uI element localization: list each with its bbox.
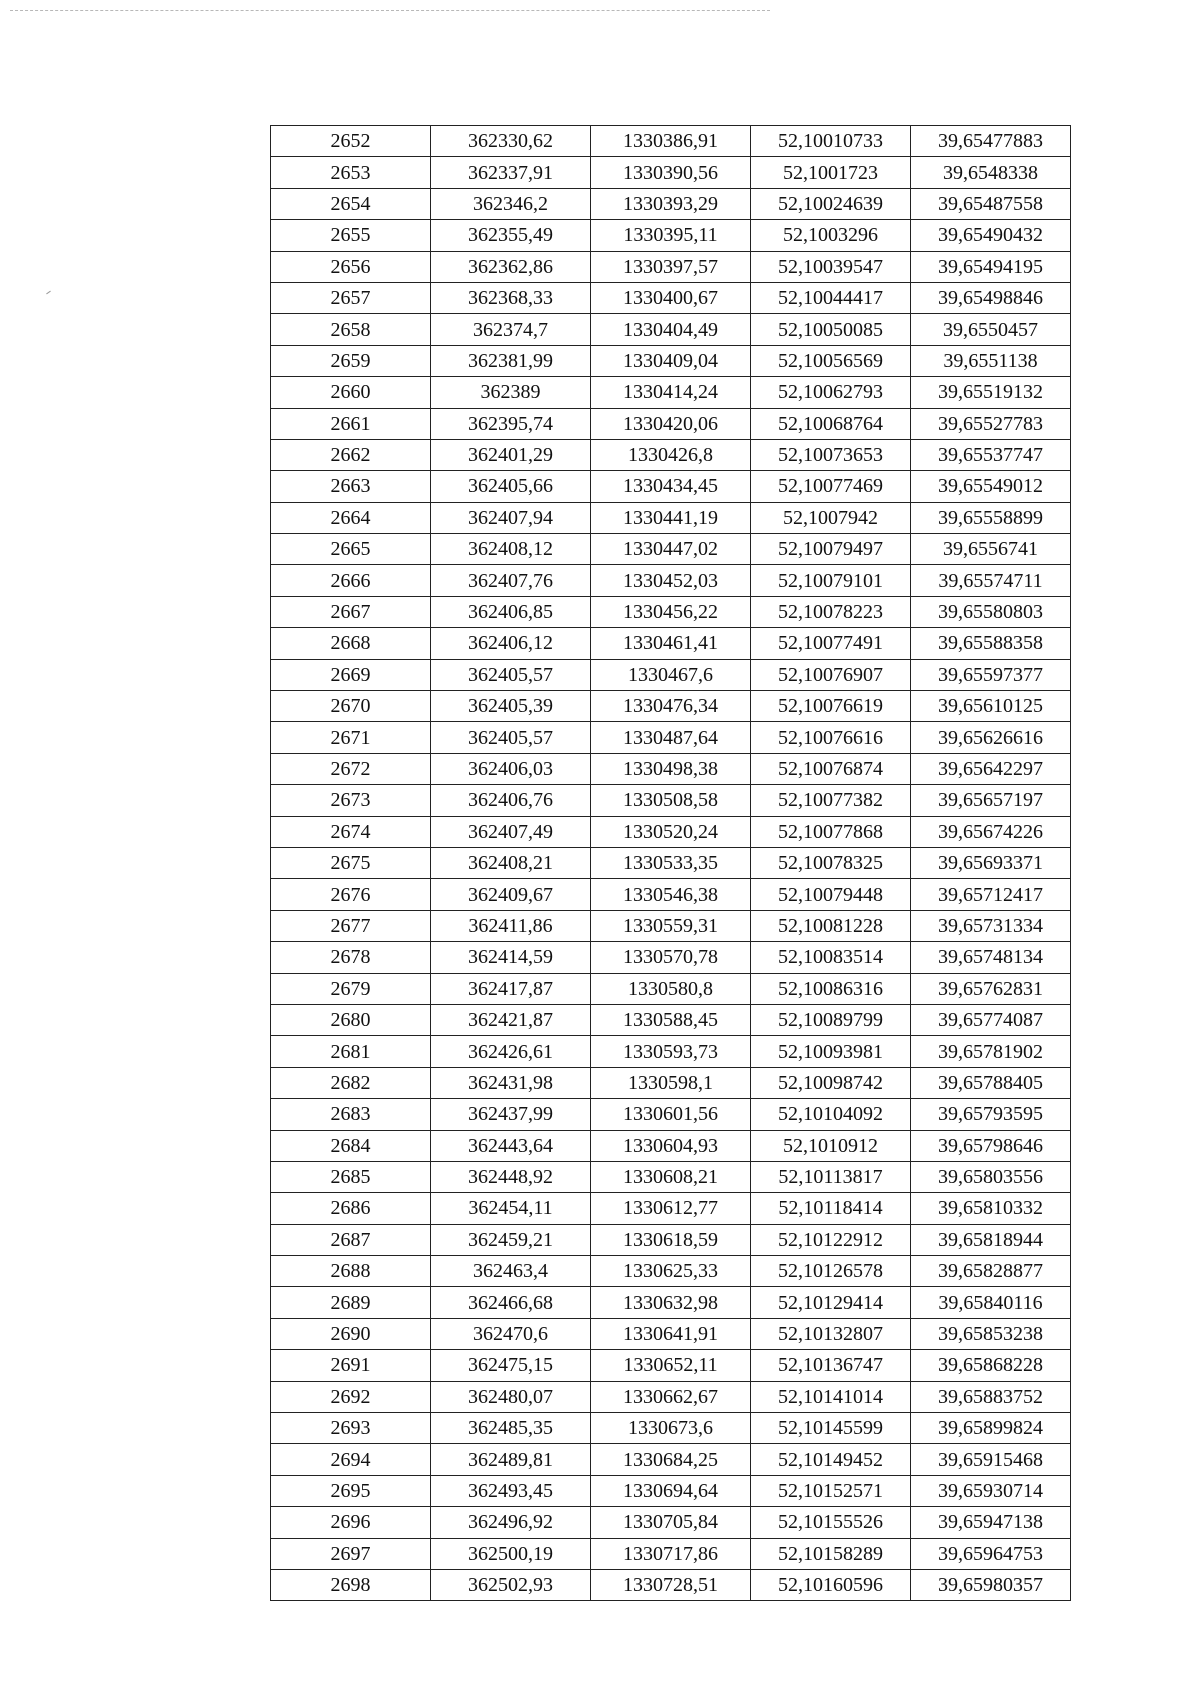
table-row [271, 1036, 1071, 1067]
latitude-cell: 52,10068764 [751, 408, 911, 439]
point-number-cell: 2694 [271, 1444, 431, 1475]
latitude-cell: 52,10077491 [751, 628, 911, 659]
coordinates-table-container [270, 125, 1070, 1601]
y-coordinate-cell: 1330673,6 [591, 1413, 751, 1444]
point-number-cell: 2696 [271, 1507, 431, 1538]
latitude-cell: 52,10044417 [751, 282, 911, 313]
point-number-cell: 2670 [271, 691, 431, 722]
longitude-cell: 39,65490432 [911, 220, 1071, 251]
table-row [271, 345, 1071, 376]
latitude-cell: 52,10129414 [751, 1287, 911, 1318]
longitude-cell: 39,65642297 [911, 753, 1071, 784]
y-coordinate-cell: 1330397,57 [591, 251, 751, 282]
point-number-cell: 2658 [271, 314, 431, 345]
table-row [271, 1350, 1071, 1381]
y-coordinate-cell: 1330546,38 [591, 879, 751, 910]
latitude-cell: 52,10062793 [751, 377, 911, 408]
y-coordinate-cell: 1330694,64 [591, 1475, 751, 1506]
y-coordinate-cell: 1330618,59 [591, 1224, 751, 1255]
latitude-cell: 52,10086316 [751, 973, 911, 1004]
x-coordinate-cell: 362406,12 [431, 628, 591, 659]
x-coordinate-cell: 362411,86 [431, 910, 591, 941]
longitude-cell: 39,65798646 [911, 1130, 1071, 1161]
table-row [271, 251, 1071, 282]
x-coordinate-cell: 362405,66 [431, 471, 591, 502]
longitude-cell: 39,65693371 [911, 847, 1071, 878]
point-number-cell: 2673 [271, 785, 431, 816]
y-coordinate-cell: 1330684,25 [591, 1444, 751, 1475]
y-coordinate-cell: 1330434,45 [591, 471, 751, 502]
x-coordinate-cell: 362355,49 [431, 220, 591, 251]
longitude-cell: 39,65527783 [911, 408, 1071, 439]
x-coordinate-cell: 362448,92 [431, 1161, 591, 1192]
y-coordinate-cell: 1330705,84 [591, 1507, 751, 1538]
longitude-cell: 39,65964753 [911, 1538, 1071, 1569]
latitude-cell: 52,10132807 [751, 1318, 911, 1349]
longitude-cell: 39,65868228 [911, 1350, 1071, 1381]
longitude-cell: 39,65657197 [911, 785, 1071, 816]
longitude-cell: 39,65674226 [911, 816, 1071, 847]
x-coordinate-cell: 362395,74 [431, 408, 591, 439]
table-row [271, 1193, 1071, 1224]
x-coordinate-cell: 362405,57 [431, 659, 591, 690]
point-number-cell: 2669 [271, 659, 431, 690]
y-coordinate-cell: 1330728,51 [591, 1569, 751, 1600]
point-number-cell: 2689 [271, 1287, 431, 1318]
point-number-cell: 2697 [271, 1538, 431, 1569]
longitude-cell: 39,65549012 [911, 471, 1071, 502]
longitude-cell: 39,65899824 [911, 1413, 1071, 1444]
longitude-cell: 39,65883752 [911, 1381, 1071, 1412]
x-coordinate-cell: 362426,61 [431, 1036, 591, 1067]
x-coordinate-cell: 362466,68 [431, 1287, 591, 1318]
y-coordinate-cell: 1330476,34 [591, 691, 751, 722]
x-coordinate-cell: 362346,2 [431, 188, 591, 219]
y-coordinate-cell: 1330395,11 [591, 220, 751, 251]
longitude-cell: 39,65558899 [911, 502, 1071, 533]
latitude-cell: 52,10093981 [751, 1036, 911, 1067]
table-row [271, 1569, 1071, 1600]
y-coordinate-cell: 1330520,24 [591, 816, 751, 847]
x-coordinate-cell: 362330,62 [431, 126, 591, 157]
point-number-cell: 2690 [271, 1318, 431, 1349]
point-number-cell: 2666 [271, 565, 431, 596]
point-number-cell: 2655 [271, 220, 431, 251]
point-number-cell: 2680 [271, 1004, 431, 1035]
x-coordinate-cell: 362417,87 [431, 973, 591, 1004]
x-coordinate-cell: 362406,03 [431, 753, 591, 784]
x-coordinate-cell: 362496,92 [431, 1507, 591, 1538]
point-number-cell: 2681 [271, 1036, 431, 1067]
x-coordinate-cell: 362480,07 [431, 1381, 591, 1412]
y-coordinate-cell: 1330601,56 [591, 1099, 751, 1130]
latitude-cell: 52,10079497 [751, 534, 911, 565]
latitude-cell: 52,10073653 [751, 439, 911, 470]
latitude-cell: 52,10136747 [751, 1350, 911, 1381]
point-number-cell: 2695 [271, 1475, 431, 1506]
x-coordinate-cell: 362408,21 [431, 847, 591, 878]
y-coordinate-cell: 1330390,56 [591, 157, 751, 188]
longitude-cell: 39,65793595 [911, 1099, 1071, 1130]
point-number-cell: 2687 [271, 1224, 431, 1255]
longitude-cell: 39,65818944 [911, 1224, 1071, 1255]
latitude-cell: 52,10079448 [751, 879, 911, 910]
latitude-cell: 52,10076619 [751, 691, 911, 722]
y-coordinate-cell: 1330414,24 [591, 377, 751, 408]
point-number-cell: 2686 [271, 1193, 431, 1224]
y-coordinate-cell: 1330400,67 [591, 282, 751, 313]
table-row [271, 753, 1071, 784]
y-coordinate-cell: 1330612,77 [591, 1193, 751, 1224]
latitude-cell: 52,10104092 [751, 1099, 911, 1130]
longitude-cell: 39,65774087 [911, 1004, 1071, 1035]
longitude-cell: 39,65788405 [911, 1067, 1071, 1098]
y-coordinate-cell: 1330456,22 [591, 596, 751, 627]
y-coordinate-cell: 1330386,91 [591, 126, 751, 157]
y-coordinate-cell: 1330641,91 [591, 1318, 751, 1349]
longitude-cell: 39,6548338 [911, 157, 1071, 188]
point-number-cell: 2682 [271, 1067, 431, 1098]
latitude-cell: 52,10126578 [751, 1256, 911, 1287]
longitude-cell: 39,65980357 [911, 1569, 1071, 1600]
longitude-cell: 39,65748134 [911, 942, 1071, 973]
x-coordinate-cell: 362409,67 [431, 879, 591, 910]
x-coordinate-cell: 362381,99 [431, 345, 591, 376]
x-coordinate-cell: 362407,76 [431, 565, 591, 596]
scan-mark [46, 291, 51, 295]
y-coordinate-cell: 1330393,29 [591, 188, 751, 219]
point-number-cell: 2661 [271, 408, 431, 439]
table-row [271, 879, 1071, 910]
table-row [271, 785, 1071, 816]
table-row [271, 816, 1071, 847]
y-coordinate-cell: 1330662,67 [591, 1381, 751, 1412]
y-coordinate-cell: 1330717,86 [591, 1538, 751, 1569]
point-number-cell: 2685 [271, 1161, 431, 1192]
table-row [271, 1067, 1071, 1098]
latitude-cell: 52,10089799 [751, 1004, 911, 1035]
point-number-cell: 2677 [271, 910, 431, 941]
scan-edge-line [10, 10, 770, 11]
longitude-cell: 39,65947138 [911, 1507, 1071, 1538]
y-coordinate-cell: 1330508,58 [591, 785, 751, 816]
y-coordinate-cell: 1330625,33 [591, 1256, 751, 1287]
table-row [271, 157, 1071, 188]
y-coordinate-cell: 1330426,8 [591, 439, 751, 470]
y-coordinate-cell: 1330487,64 [591, 722, 751, 753]
latitude-cell: 52,1003296 [751, 220, 911, 251]
longitude-cell: 39,65477883 [911, 126, 1071, 157]
point-number-cell: 2663 [271, 471, 431, 502]
longitude-cell: 39,65519132 [911, 377, 1071, 408]
table-row [271, 1475, 1071, 1506]
table-row [271, 596, 1071, 627]
x-coordinate-cell: 362459,21 [431, 1224, 591, 1255]
x-coordinate-cell: 362502,93 [431, 1569, 591, 1600]
point-number-cell: 2678 [271, 942, 431, 973]
table-row [271, 471, 1071, 502]
x-coordinate-cell: 362470,6 [431, 1318, 591, 1349]
table-row [271, 1256, 1071, 1287]
y-coordinate-cell: 1330467,6 [591, 659, 751, 690]
point-number-cell: 2672 [271, 753, 431, 784]
y-coordinate-cell: 1330588,45 [591, 1004, 751, 1035]
latitude-cell: 52,10081228 [751, 910, 911, 941]
point-number-cell: 2654 [271, 188, 431, 219]
point-number-cell: 2679 [271, 973, 431, 1004]
table-row [271, 408, 1071, 439]
point-number-cell: 2668 [271, 628, 431, 659]
latitude-cell: 52,10024639 [751, 188, 911, 219]
longitude-cell: 39,6556741 [911, 534, 1071, 565]
table-row [271, 942, 1071, 973]
y-coordinate-cell: 1330533,35 [591, 847, 751, 878]
point-number-cell: 2676 [271, 879, 431, 910]
x-coordinate-cell: 362493,45 [431, 1475, 591, 1506]
longitude-cell: 39,65537747 [911, 439, 1071, 470]
longitude-cell: 39,65828877 [911, 1256, 1071, 1287]
latitude-cell: 52,1010912 [751, 1130, 911, 1161]
latitude-cell: 52,10113817 [751, 1161, 911, 1192]
point-number-cell: 2660 [271, 377, 431, 408]
longitude-cell: 39,65762831 [911, 973, 1071, 1004]
point-number-cell: 2684 [271, 1130, 431, 1161]
x-coordinate-cell: 362389 [431, 377, 591, 408]
latitude-cell: 52,10149452 [751, 1444, 911, 1475]
table-row [271, 1287, 1071, 1318]
longitude-cell: 39,65810332 [911, 1193, 1071, 1224]
table-row [271, 847, 1071, 878]
table-row [271, 910, 1071, 941]
latitude-cell: 52,10076616 [751, 722, 911, 753]
latitude-cell: 52,10118414 [751, 1193, 911, 1224]
point-number-cell: 2656 [271, 251, 431, 282]
latitude-cell: 52,10141014 [751, 1381, 911, 1412]
x-coordinate-cell: 362407,49 [431, 816, 591, 847]
point-number-cell: 2692 [271, 1381, 431, 1412]
table-row [271, 1538, 1071, 1569]
latitude-cell: 52,10039547 [751, 251, 911, 282]
point-number-cell: 2693 [271, 1413, 431, 1444]
point-number-cell: 2674 [271, 816, 431, 847]
point-number-cell: 2675 [271, 847, 431, 878]
longitude-cell: 39,65803556 [911, 1161, 1071, 1192]
longitude-cell: 39,65487558 [911, 188, 1071, 219]
longitude-cell: 39,65731334 [911, 910, 1071, 941]
table-row [271, 1381, 1071, 1412]
y-coordinate-cell: 1330447,02 [591, 534, 751, 565]
longitude-cell: 39,65781902 [911, 1036, 1071, 1067]
table-row [271, 1444, 1071, 1475]
longitude-cell: 39,65712417 [911, 879, 1071, 910]
latitude-cell: 52,10010733 [751, 126, 911, 157]
table-row [271, 282, 1071, 313]
y-coordinate-cell: 1330420,06 [591, 408, 751, 439]
y-coordinate-cell: 1330404,49 [591, 314, 751, 345]
longitude-cell: 39,65930714 [911, 1475, 1071, 1506]
x-coordinate-cell: 362407,94 [431, 502, 591, 533]
x-coordinate-cell: 362405,57 [431, 722, 591, 753]
y-coordinate-cell: 1330498,38 [591, 753, 751, 784]
point-number-cell: 2653 [271, 157, 431, 188]
point-number-cell: 2662 [271, 439, 431, 470]
longitude-cell: 39,65580803 [911, 596, 1071, 627]
x-coordinate-cell: 362485,35 [431, 1413, 591, 1444]
table-row [271, 1099, 1071, 1130]
y-coordinate-cell: 1330632,98 [591, 1287, 751, 1318]
table-row [271, 1413, 1071, 1444]
y-coordinate-cell: 1330593,73 [591, 1036, 751, 1067]
latitude-cell: 52,10083514 [751, 942, 911, 973]
x-coordinate-cell: 362337,91 [431, 157, 591, 188]
table-row [271, 691, 1071, 722]
latitude-cell: 52,10078223 [751, 596, 911, 627]
y-coordinate-cell: 1330570,78 [591, 942, 751, 973]
latitude-cell: 52,10122912 [751, 1224, 911, 1255]
y-coordinate-cell: 1330604,93 [591, 1130, 751, 1161]
point-number-cell: 2657 [271, 282, 431, 313]
table-row [271, 1224, 1071, 1255]
coordinates-table [270, 125, 1071, 1601]
table-row [271, 565, 1071, 596]
latitude-cell: 52,1007942 [751, 502, 911, 533]
longitude-cell: 39,6551138 [911, 345, 1071, 376]
point-number-cell: 2665 [271, 534, 431, 565]
point-number-cell: 2667 [271, 596, 431, 627]
point-number-cell: 2691 [271, 1350, 431, 1381]
longitude-cell: 39,65574711 [911, 565, 1071, 596]
table-row [271, 973, 1071, 1004]
coordinates-table-body [271, 126, 1071, 1601]
x-coordinate-cell: 362443,64 [431, 1130, 591, 1161]
y-coordinate-cell: 1330452,03 [591, 565, 751, 596]
y-coordinate-cell: 1330652,11 [591, 1350, 751, 1381]
table-row [271, 502, 1071, 533]
table-row [271, 1318, 1071, 1349]
table-row [271, 377, 1071, 408]
longitude-cell: 39,65840116 [911, 1287, 1071, 1318]
longitude-cell: 39,65610125 [911, 691, 1071, 722]
longitude-cell: 39,65626616 [911, 722, 1071, 753]
point-number-cell: 2698 [271, 1569, 431, 1600]
latitude-cell: 52,10077382 [751, 785, 911, 816]
table-row [271, 1004, 1071, 1035]
latitude-cell: 52,10155526 [751, 1507, 911, 1538]
x-coordinate-cell: 362408,12 [431, 534, 591, 565]
y-coordinate-cell: 1330409,04 [591, 345, 751, 376]
table-row [271, 659, 1071, 690]
y-coordinate-cell: 1330461,41 [591, 628, 751, 659]
longitude-cell: 39,65853238 [911, 1318, 1071, 1349]
latitude-cell: 52,10152571 [751, 1475, 911, 1506]
y-coordinate-cell: 1330580,8 [591, 973, 751, 1004]
table-row [271, 534, 1071, 565]
latitude-cell: 52,10076907 [751, 659, 911, 690]
point-number-cell: 2683 [271, 1099, 431, 1130]
latitude-cell: 52,10076874 [751, 753, 911, 784]
x-coordinate-cell: 362414,59 [431, 942, 591, 973]
longitude-cell: 39,6550457 [911, 314, 1071, 345]
latitude-cell: 52,10056569 [751, 345, 911, 376]
latitude-cell: 52,10079101 [751, 565, 911, 596]
longitude-cell: 39,65494195 [911, 251, 1071, 282]
x-coordinate-cell: 362421,87 [431, 1004, 591, 1035]
table-row [271, 439, 1071, 470]
x-coordinate-cell: 362475,15 [431, 1350, 591, 1381]
x-coordinate-cell: 362362,86 [431, 251, 591, 282]
latitude-cell: 52,1001723 [751, 157, 911, 188]
longitude-cell: 39,65915468 [911, 1444, 1071, 1475]
point-number-cell: 2659 [271, 345, 431, 376]
point-number-cell: 2688 [271, 1256, 431, 1287]
table-row [271, 1161, 1071, 1192]
point-number-cell: 2652 [271, 126, 431, 157]
latitude-cell: 52,10098742 [751, 1067, 911, 1098]
x-coordinate-cell: 362405,39 [431, 691, 591, 722]
x-coordinate-cell: 362374,7 [431, 314, 591, 345]
table-row [271, 188, 1071, 219]
y-coordinate-cell: 1330608,21 [591, 1161, 751, 1192]
point-number-cell: 2664 [271, 502, 431, 533]
latitude-cell: 52,10077868 [751, 816, 911, 847]
x-coordinate-cell: 362368,33 [431, 282, 591, 313]
table-row [271, 628, 1071, 659]
y-coordinate-cell: 1330559,31 [591, 910, 751, 941]
table-row [271, 1507, 1071, 1538]
x-coordinate-cell: 362401,29 [431, 439, 591, 470]
x-coordinate-cell: 362406,76 [431, 785, 591, 816]
x-coordinate-cell: 362500,19 [431, 1538, 591, 1569]
table-row [271, 722, 1071, 753]
y-coordinate-cell: 1330441,19 [591, 502, 751, 533]
latitude-cell: 52,10077469 [751, 471, 911, 502]
latitude-cell: 52,10078325 [751, 847, 911, 878]
latitude-cell: 52,10160596 [751, 1569, 911, 1600]
x-coordinate-cell: 362454,11 [431, 1193, 591, 1224]
longitude-cell: 39,65597377 [911, 659, 1071, 690]
longitude-cell: 39,65498846 [911, 282, 1071, 313]
table-row [271, 220, 1071, 251]
x-coordinate-cell: 362463,4 [431, 1256, 591, 1287]
y-coordinate-cell: 1330598,1 [591, 1067, 751, 1098]
point-number-cell: 2671 [271, 722, 431, 753]
table-row [271, 1130, 1071, 1161]
latitude-cell: 52,10050085 [751, 314, 911, 345]
table-row [271, 126, 1071, 157]
table-row [271, 314, 1071, 345]
x-coordinate-cell: 362406,85 [431, 596, 591, 627]
x-coordinate-cell: 362431,98 [431, 1067, 591, 1098]
latitude-cell: 52,10145599 [751, 1413, 911, 1444]
longitude-cell: 39,65588358 [911, 628, 1071, 659]
x-coordinate-cell: 362437,99 [431, 1099, 591, 1130]
x-coordinate-cell: 362489,81 [431, 1444, 591, 1475]
latitude-cell: 52,10158289 [751, 1538, 911, 1569]
